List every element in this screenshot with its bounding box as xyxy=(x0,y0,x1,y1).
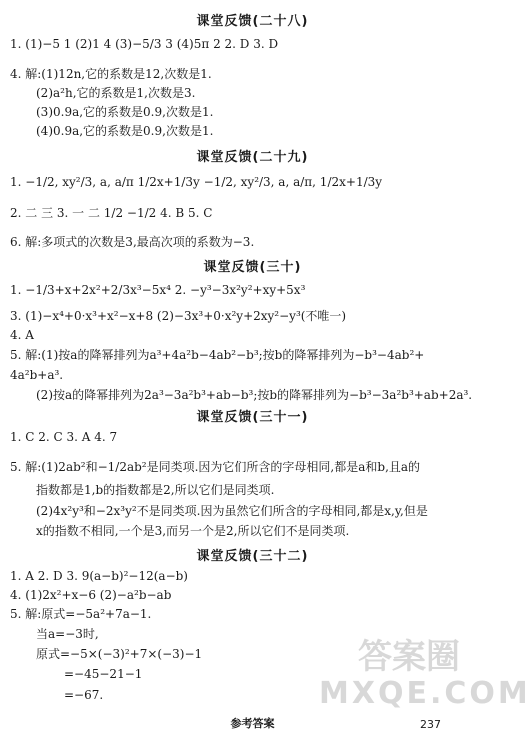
answer-line: 4. (1)2x²+x−6 (2)−a²b−ab xyxy=(10,588,172,602)
answer-line: 1. A 2. D 3. 9(a−b)²−12(a−b) xyxy=(10,569,188,583)
answer-line: (2)a²h,它的系数是1,次数是3. xyxy=(36,86,196,100)
answer-line: 1. (1)−5 1 (2)1 4 (3)−5/3 3 (4)5π 2 2. D 3. D xyxy=(10,37,279,51)
answer-line: (4)0.9a,它的系数是0.9,次数是1. xyxy=(36,124,214,138)
answer-line: 5. 解:(1)按a的降幂排列为a³+4a²b−4ab²−b³;按b的降幂排列为−b³−4ab²+ xyxy=(10,348,425,362)
section-title-28: 课堂反馈(二十八) xyxy=(196,14,309,29)
page-number: 237 xyxy=(420,718,441,731)
answer-line: (3)0.9a,它的系数是0.9,次数是1. xyxy=(36,105,214,119)
section-title-29: 课堂反馈(二十九) xyxy=(196,150,309,165)
answer-line: 当a=−3时, xyxy=(36,627,99,641)
answer-line: 4. A xyxy=(10,328,34,342)
answer-line: (2)4x²y³和−2x³y²不是同类项.因为虽然它们所含的字母相同,都是x,y,但是 xyxy=(36,504,428,518)
section-title-31: 课堂反馈(三十一) xyxy=(196,410,309,425)
answer-line: 5. 解:原式=−5a²+7a−1. xyxy=(10,607,152,621)
answer-line: 3. (1)−x⁴+0·x³+x²−x+8 (2)−3x³+0·x²y+2xy²−y³(不唯一) xyxy=(10,309,347,323)
answer-line: 2. 二 三 3. 一 二 1/2 −1/2 4. B 5. C xyxy=(10,206,213,220)
answer-line: (2)按a的降幂排列为2a³−3a²b³+ab−b³;按b的降幂排列为−b³−3a²b³+ab+2a³. xyxy=(36,388,473,402)
answer-line: 4a²b+a³. xyxy=(10,368,64,382)
watermark-text: 答案圈 xyxy=(358,637,460,677)
watermark-domain: MXQE.COM xyxy=(319,676,531,711)
section-title-32: 课堂反馈(三十二) xyxy=(196,549,309,564)
answer-line: 5. 解:(1)2ab²和−1/2ab²是同类项.因为它们所含的字母相同,都是a和b,且a的 xyxy=(10,460,421,474)
answer-line: 1. C 2. C 3. A 4. 7 xyxy=(10,430,118,444)
answer-line: =−67. xyxy=(64,688,104,702)
answer-line: 指数都是1,b的指数都是2,所以它们是同类项. xyxy=(36,483,275,497)
footer-label: 参考答案 xyxy=(230,717,275,730)
answer-line: 4. 解:(1)12n,它的系数是12,次数是1. xyxy=(10,67,212,81)
answer-line: 原式=−5×(−3)²+7×(−3)−1 xyxy=(36,647,203,661)
section-title-30: 课堂反馈(三十) xyxy=(203,260,302,275)
watermark-logo xyxy=(319,637,531,717)
answer-line: 6. 解:多项式的次数是3,最高次项的系数为−3. xyxy=(10,235,255,249)
answer-line: x的指数不相同,一个是3,而另一个是2,所以它们不是同类项. xyxy=(36,524,350,538)
answer-line: 1. −1/3+x+2x²+2/3x³−5x⁴ 2. −y³−3x²y²+xy+5x³ xyxy=(10,283,306,297)
answer-line: =−45−21−1 xyxy=(64,667,143,681)
answer-line: 1. −1/2, xy²/3, a, a/π 1/2x+1/3y −1/2, xy²/3, a, a/π, 1/2x+1/3y xyxy=(10,175,383,189)
